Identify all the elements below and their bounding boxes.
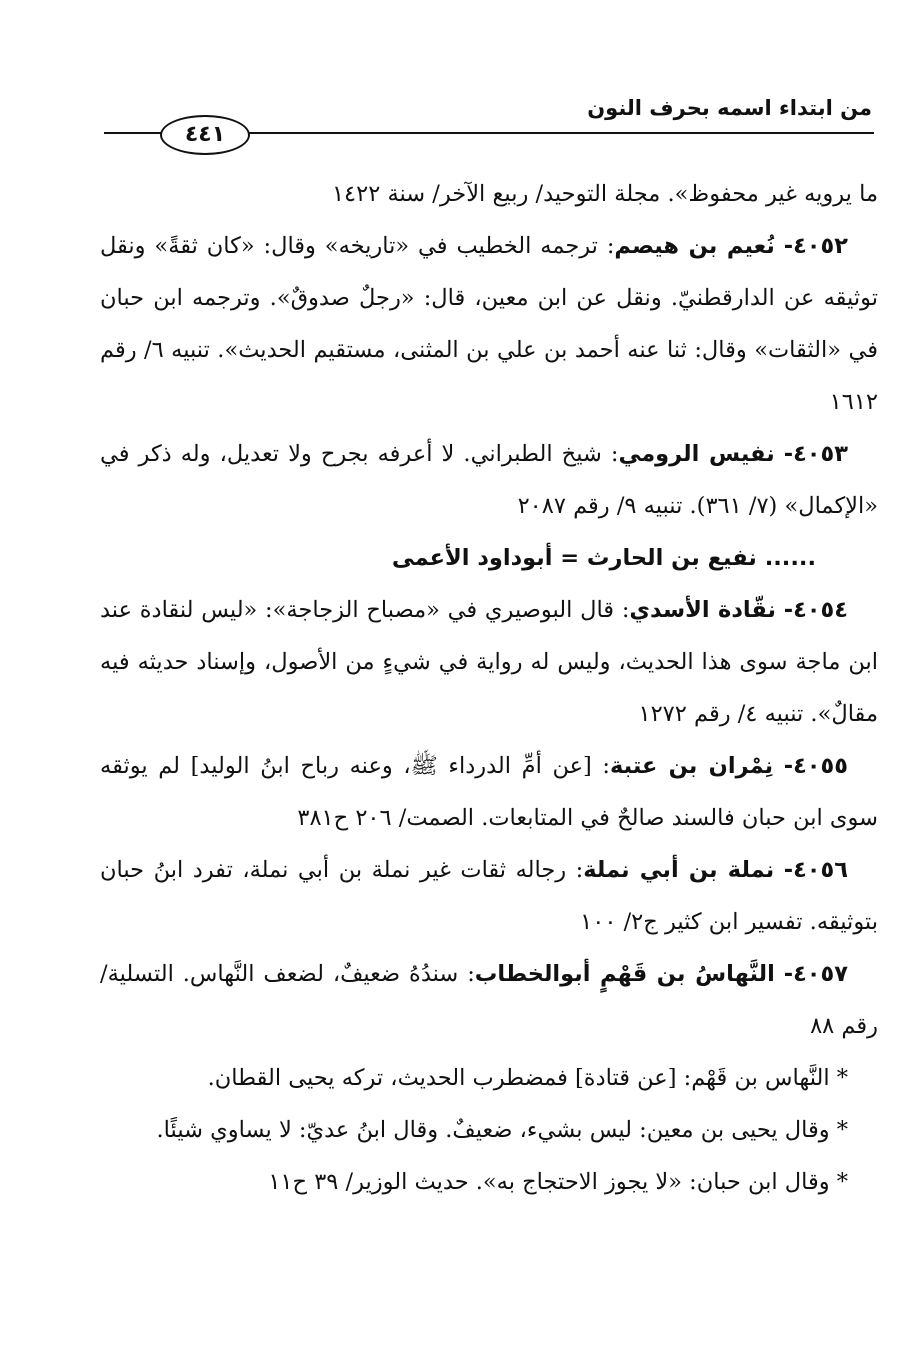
entry-number: ٤٠٥٣- bbox=[783, 441, 848, 467]
note-text: * النَّهاس بن قَهْم: [عن قتادة] فمضطرب الحديث، تركه يحيى القطان. bbox=[207, 1065, 848, 1091]
entry-text: : سندُهُ ضعيفٌ، لضعف النَّهاس. التسلية/ رقم ٨٨ bbox=[100, 961, 878, 1039]
note-text: * وقال ابن حبان: «لا يجوز الاحتجاج به». حديث الوزير/ ٣٩ ح١١ bbox=[268, 1169, 848, 1195]
page-body bbox=[100, 168, 878, 1208]
entry-4053 bbox=[100, 428, 878, 532]
note-2 bbox=[100, 1104, 878, 1156]
page-number: ٤٤١ bbox=[160, 115, 250, 155]
cross-reference bbox=[100, 532, 878, 584]
entry-number: ٤٠٥٤- bbox=[783, 597, 848, 623]
entry-name: النَّهاسُ بن قَهْمٍ أبوالخطاب bbox=[474, 961, 775, 987]
entry-number: ٤٠٥٧- bbox=[783, 961, 848, 987]
running-title: من ابتداء اسمه بحرف النون bbox=[587, 96, 872, 120]
entry-4056 bbox=[100, 844, 878, 948]
entry-number: ٤٠٥٢- bbox=[783, 233, 848, 259]
entry-number: ٤٠٥٦- bbox=[783, 857, 848, 883]
note-3 bbox=[100, 1156, 878, 1208]
entry-text: : رجاله ثقات غير نملة بن أبي نملة، تفرد ابنُ حبان بتوثيقه. تفسير ابن كثير ج٢/ ١٠٠ bbox=[100, 857, 878, 935]
entry-4057 bbox=[100, 948, 878, 1052]
entry-name: نقّادة الأسدي bbox=[629, 597, 776, 623]
continuation-line bbox=[100, 168, 878, 220]
continuation-text: ما يرويه غير محفوظ». مجلة التوحيد/ ربيع الآخر/ سنة ١٤٢٢ bbox=[331, 181, 878, 207]
entry-4054 bbox=[100, 584, 878, 740]
entry-text: : شيخ الطبراني. لا أعرفه بجرح ولا تعديل، وله ذكر في «الإكمال» (٧/ ٣٦١). تنبيه ٩/ رقم ٢٠٨٧ bbox=[100, 441, 878, 519]
entry-name: نِمْران بن عتبة bbox=[609, 753, 774, 779]
entry-text: : ترجمه الخطيب في «تاريخه» وقال: «كان ثقةً» ونقل توثيقه عن الدارقطنيّ. ونقل عن ابن معين، قال: «رجلٌ صدوقٌ». وترجمه ابن حبان في «الثقات» وقال: ثنا عنه أحمد بن علي بن المثنى، مستقيم الحديث». تنبيه ٦/ رقم ١٦١٢ bbox=[100, 233, 878, 415]
entry-text: : [عن أمِّ الدرداء ﷺ، وعنه رباح ابنُ الوليد] لم يوثقه سوى ابن حبان فالسند صالحٌ في المتابعات. الصمت/ ٢٠٦ ح٣٨١ bbox=[100, 753, 878, 831]
entry-4052 bbox=[100, 220, 878, 428]
entry-number: ٤٠٥٥- bbox=[783, 753, 849, 779]
entry-name: نملة بن أبي نملة bbox=[583, 857, 775, 883]
entry-text: : قال البوصيري في «مصباح الزجاجة»: «ليس لنقادة عند ابن ماجة سوى هذا الحديث، وليس له رواية في شيءٍ من الأصول، وإسناد حديثه فيه مقالٌ». تنبيه ٤/ رقم ١٢٧٢ bbox=[100, 597, 878, 727]
cross-reference-text: ...... نفيع بن الحارث = أبوداود الأعمى bbox=[391, 545, 816, 571]
entry-name: نفيس الرومي bbox=[618, 441, 775, 467]
entry-4055 bbox=[100, 740, 878, 844]
note-text: * وقال يحيى بن معين: ليس بشيء، ضعيفٌ. وقال ابنُ عديّ: لا يساوي شيئًا. bbox=[156, 1117, 848, 1143]
entry-name: نُعيم بن هيصم bbox=[614, 233, 775, 259]
note-1 bbox=[100, 1052, 878, 1104]
